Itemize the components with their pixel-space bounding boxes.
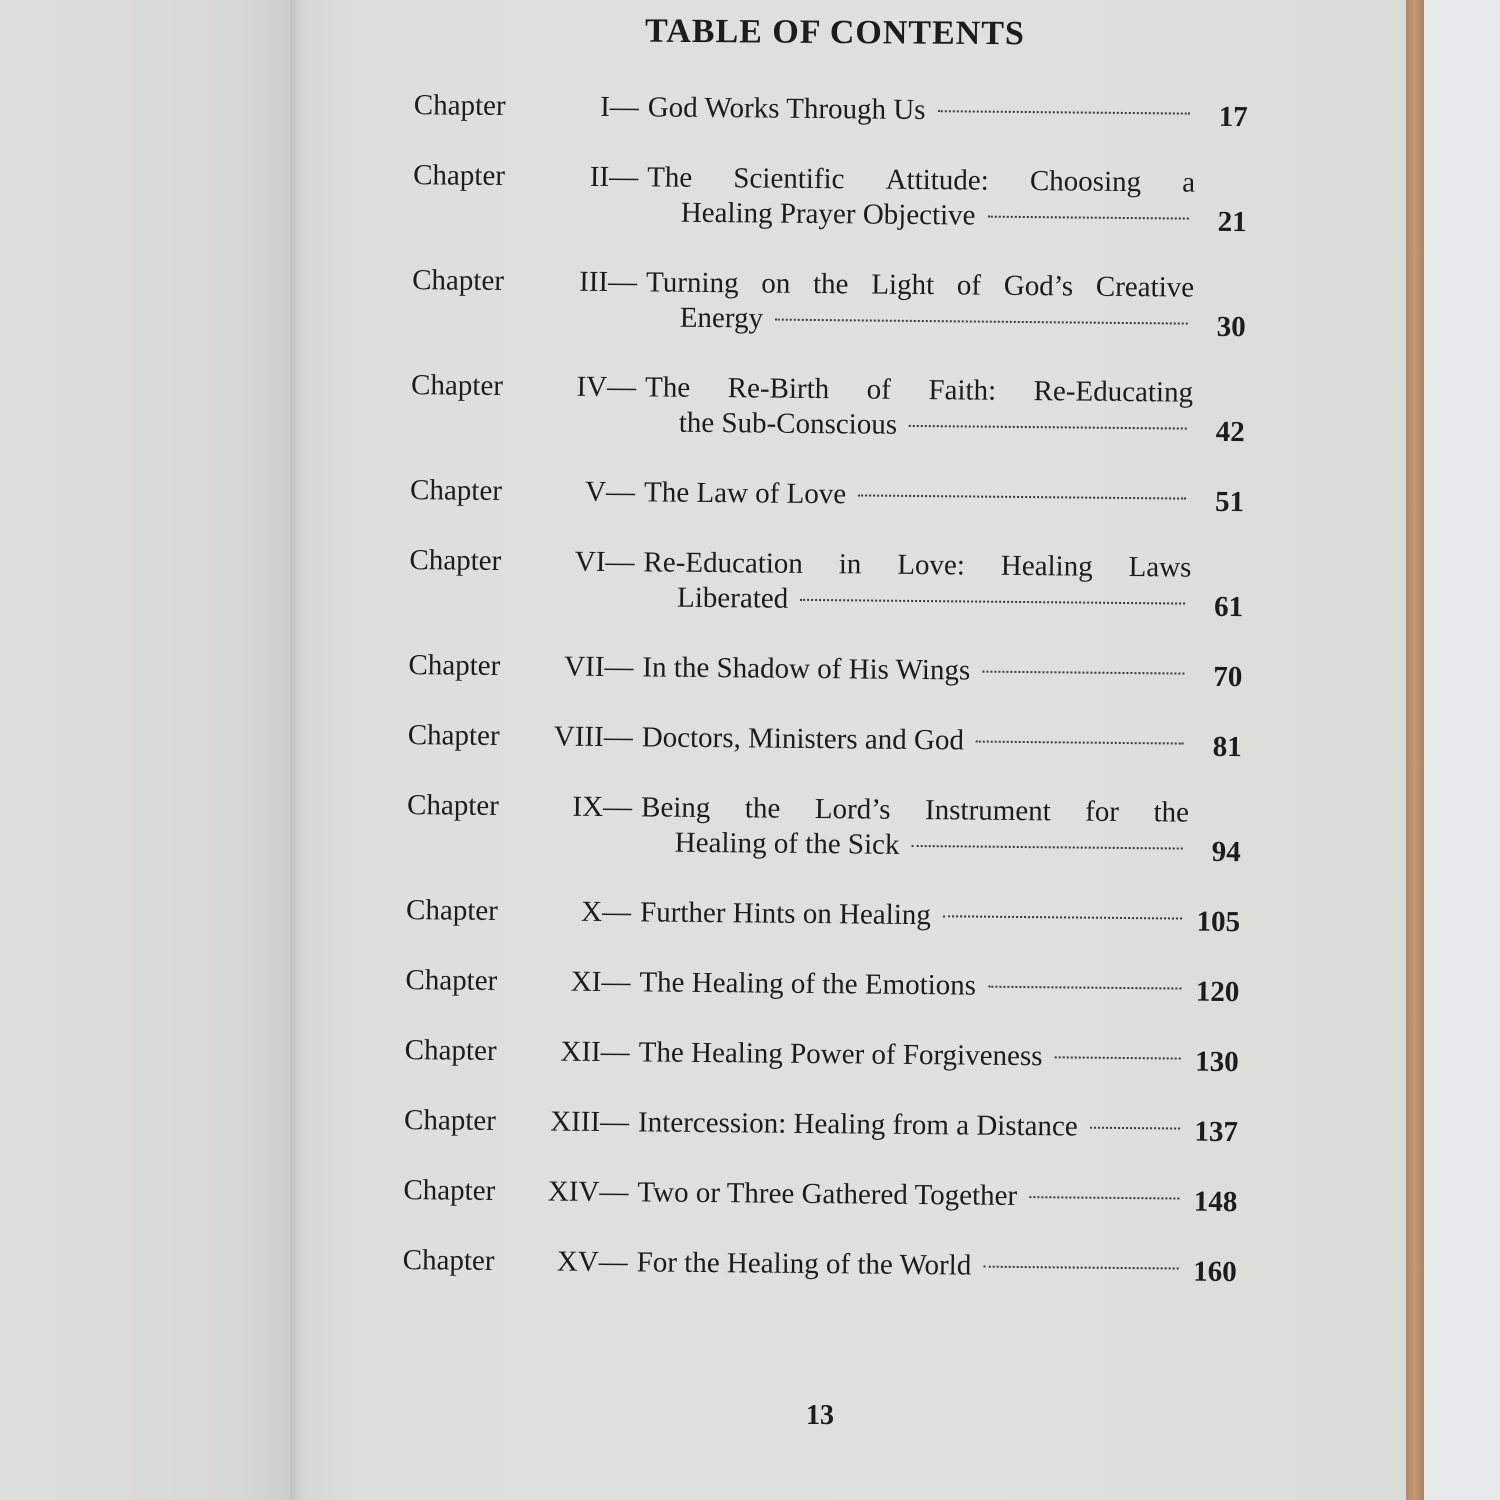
- page-ref: 61: [1213, 590, 1244, 624]
- dot-leader: [775, 319, 1188, 325]
- page-ref: 17: [1218, 100, 1248, 134]
- page-ref: 21: [1217, 205, 1247, 239]
- page-ref: 137: [1194, 1115, 1239, 1149]
- dot-leader: [800, 599, 1185, 605]
- page-ref: 148: [1193, 1185, 1238, 1219]
- chapter-label: Chapter: [403, 1104, 497, 1137]
- chapter-numeral: VII: [564, 650, 605, 683]
- chapter-title-line: For the Healing of the World: [636, 1246, 972, 1282]
- chapter-title: [639, 1035, 1187, 1075]
- em-dash: —: [599, 1175, 629, 1209]
- chapter-label: Chapter: [405, 964, 498, 997]
- chapter-title: [637, 1245, 1185, 1285]
- chapter-numeral: XIV: [547, 1175, 600, 1208]
- em-dash: —: [600, 1035, 630, 1069]
- chapter-numeral: VIII: [553, 720, 604, 753]
- chapter-title: [646, 265, 1195, 340]
- em-dash: —: [606, 371, 637, 404]
- chapter-numeral: II: [589, 160, 610, 194]
- chapter-title: [642, 650, 1190, 690]
- chapter-numeral: XI: [570, 965, 602, 998]
- dot-leader: [988, 986, 1181, 990]
- dot-leader: [943, 915, 1182, 919]
- chapter-label: Chapter: [407, 719, 500, 752]
- chapter-label: Chapter: [413, 89, 506, 123]
- chapter-numeral: IV: [576, 370, 608, 404]
- page-title: TABLE OF CONTENTS: [645, 12, 1026, 53]
- chapter-numeral: XII: [560, 1035, 601, 1068]
- chapter-numeral: V: [585, 475, 607, 508]
- chapter-title-line: Turning on the Light of God’s Creative: [645, 266, 1195, 304]
- chapter-label: Chapter: [402, 1244, 495, 1277]
- chapter-label: Chapter: [413, 159, 506, 193]
- dot-leader: [909, 425, 1187, 430]
- page-ref: 130: [1195, 1045, 1239, 1079]
- dot-leader: [938, 110, 1190, 114]
- chapter-label: Chapter: [408, 649, 501, 682]
- book-gutter: [290, 0, 312, 1500]
- chapter-title-line: The Re-Birth of Faith: Re-Educating: [644, 371, 1194, 409]
- chapter-title-line: Being the Lord’s Instrument for the: [640, 791, 1190, 829]
- page-ref: 30: [1216, 310, 1246, 344]
- dot-leader: [1054, 1056, 1180, 1059]
- left-page: [0, 0, 300, 1500]
- em-dash: —: [605, 545, 635, 579]
- dot-leader: [988, 216, 1189, 220]
- page-ref: 42: [1215, 415, 1245, 449]
- chapter-title: [642, 720, 1190, 760]
- chapter-title-line: The Scientific Attitude: Choosing a: [646, 161, 1196, 199]
- chapter-numeral: III: [579, 265, 609, 299]
- page-ref: 105: [1196, 905, 1241, 939]
- em-dash: —: [609, 161, 639, 194]
- chapter-title-line: Healing Prayer Objective: [680, 196, 976, 232]
- chapter-title: [637, 1175, 1185, 1215]
- em-dash: —: [607, 266, 638, 299]
- page-ref: 120: [1195, 975, 1240, 1009]
- chapter-title-line: Further Hints on Healing: [639, 896, 932, 932]
- page-ref: 81: [1212, 730, 1242, 764]
- chapter-label: Chapter: [404, 1034, 497, 1067]
- backdrop: [1424, 0, 1500, 1500]
- dot-leader: [1029, 1196, 1179, 1199]
- chapter-title: [647, 160, 1196, 235]
- chapter-title-line: The Law of Love: [643, 476, 847, 511]
- em-dash: —: [602, 790, 633, 824]
- em-dash: —: [603, 720, 633, 754]
- chapter-title: [638, 1105, 1186, 1145]
- chapter-numeral: I: [600, 90, 610, 124]
- em-dash: —: [599, 1105, 630, 1139]
- chapter-label: Chapter: [403, 1174, 496, 1207]
- chapter-title-line: God Works Through Us: [647, 91, 926, 127]
- chapter-title-line: Doctors, Ministers and God: [641, 721, 965, 757]
- chapter-label: Chapter: [412, 264, 505, 298]
- page-ref: 160: [1193, 1255, 1237, 1289]
- chapter-title: [648, 90, 1196, 130]
- em-dash: —: [598, 1245, 628, 1279]
- em-dash: —: [609, 91, 639, 124]
- em-dash: —: [601, 965, 631, 999]
- chapter-label: Chapter: [410, 369, 504, 403]
- chapter-label: Chapter: [409, 474, 503, 507]
- chapter-title-line: In the Shadow of His Wings: [642, 651, 971, 687]
- page-ref: 94: [1211, 835, 1241, 869]
- dot-leader: [982, 671, 1184, 675]
- chapter-title: [641, 790, 1190, 865]
- chapter-numeral: XV: [556, 1245, 599, 1278]
- chapter-numeral: X: [580, 895, 603, 928]
- chapter-label: Chapter: [406, 789, 500, 822]
- chapter-numeral: XIII: [550, 1105, 601, 1138]
- chapter-title-line: Energy: [679, 301, 764, 335]
- chapter-title-line: The Healing of the Emotions: [639, 966, 977, 1002]
- page-ref: 51: [1214, 485, 1245, 519]
- cover-edge: [1406, 0, 1424, 1500]
- chapter-numeral: IX: [572, 790, 604, 823]
- chapter-label: Chapter: [405, 894, 499, 927]
- page-number: 13: [806, 1400, 834, 1431]
- chapter-label: Chapter: [409, 544, 502, 577]
- em-dash: —: [604, 650, 634, 684]
- chapter-title-line: Intercession: Healing from a Distance: [637, 1106, 1078, 1143]
- chapter-numeral: VI: [574, 545, 606, 578]
- dot-leader: [1090, 1127, 1180, 1130]
- dot-leader: [983, 1266, 1178, 1270]
- em-dash: —: [605, 475, 636, 509]
- chapter-title: [643, 545, 1192, 620]
- chapter-title: [645, 370, 1194, 445]
- chapter-title: [639, 965, 1187, 1005]
- dot-leader: [976, 741, 1184, 745]
- chapter-title-line: Two or Three Gathered Together: [637, 1176, 1018, 1212]
- dot-leader: [911, 845, 1182, 850]
- chapter-title: [644, 475, 1192, 515]
- page-ref: 70: [1213, 660, 1243, 694]
- chapter-title-line: the Sub-Conscious: [678, 406, 898, 441]
- chapter-title-line: Liberated: [676, 581, 789, 615]
- em-dash: —: [601, 895, 632, 929]
- chapter-title-line: Healing of the Sick: [674, 826, 900, 861]
- chapter-title-line: The Healing Power of Forgiveness: [638, 1036, 1043, 1073]
- dot-leader: [858, 494, 1186, 499]
- chapter-title-line: Re-Education in Love: Healing Laws: [643, 546, 1192, 584]
- chapter-title: [640, 895, 1188, 935]
